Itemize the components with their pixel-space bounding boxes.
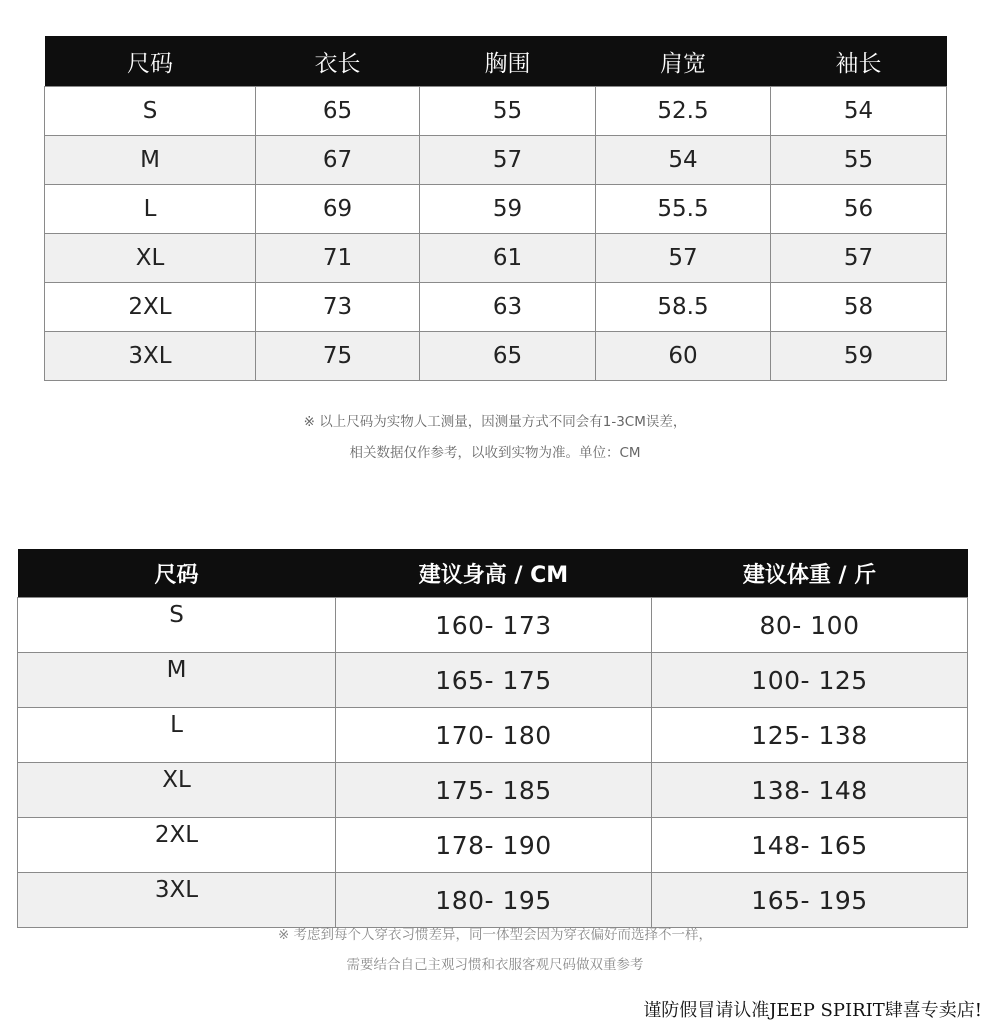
cell-sleeve: 56 (771, 185, 947, 234)
cell-size: XL (18, 763, 336, 818)
cell-shoulder: 54 (596, 136, 771, 185)
cell-length: 71 (256, 234, 420, 283)
cell-sleeve: 58 (771, 283, 947, 332)
cell-shoulder: 58.5 (596, 283, 771, 332)
cell-chest: 63 (420, 283, 596, 332)
table-row (18, 763, 968, 818)
cell-weight: 80- 100 (652, 598, 968, 653)
cell-sleeve: 54 (771, 87, 947, 136)
cell-size: M (45, 136, 256, 185)
cell-size: S (18, 598, 336, 653)
cell-shoulder: 55.5 (596, 185, 771, 234)
table-row (45, 234, 947, 283)
cell-height: 170- 180 (336, 708, 652, 763)
cell-shoulder: 52.5 (596, 87, 771, 136)
cell-size: S (45, 87, 256, 136)
cell-height: 175- 185 (336, 763, 652, 818)
header-height: 建议身高 / CM (336, 549, 652, 598)
size-recommendation-table (17, 549, 968, 928)
table-row (18, 653, 968, 708)
table-header-row (45, 36, 947, 87)
table-row (18, 598, 968, 653)
cell-size: L (45, 185, 256, 234)
header-size: 尺码 (18, 549, 336, 598)
table-row (45, 87, 947, 136)
cell-shoulder: 57 (596, 234, 771, 283)
table-row (45, 332, 947, 381)
cell-length: 69 (256, 185, 420, 234)
size-measurement-table (44, 36, 947, 381)
cell-weight: 165- 195 (652, 873, 968, 928)
table-row (45, 283, 947, 332)
header-length: 衣长 (256, 36, 420, 87)
cell-weight: 138- 148 (652, 763, 968, 818)
cell-size: XL (45, 234, 256, 283)
cell-shoulder: 60 (596, 332, 771, 381)
cell-size: M (18, 653, 336, 708)
cell-height: 180- 195 (336, 873, 652, 928)
cell-chest: 61 (420, 234, 596, 283)
table-row (45, 136, 947, 185)
header-chest: 胸围 (420, 36, 596, 87)
cell-sleeve: 59 (771, 332, 947, 381)
header-sleeve: 袖长 (771, 36, 947, 87)
cell-length: 73 (256, 283, 420, 332)
measurement-note-line2: 相关数据仅作参考，以收到实物为准。单位：CM (349, 445, 641, 461)
cell-size: 3XL (18, 873, 336, 928)
cell-chest: 55 (420, 87, 596, 136)
cell-weight: 148- 165 (652, 818, 968, 873)
store-footer-text: 谨防假冒请认准JEEP SPIRIT肆喜专卖店! (643, 1000, 982, 1021)
header-weight: 建议体重 / 斤 (652, 549, 968, 598)
cell-length: 75 (256, 332, 420, 381)
cell-chest: 59 (420, 185, 596, 234)
table-row (18, 818, 968, 873)
cell-height: 165- 175 (336, 653, 652, 708)
cell-weight: 125- 138 (652, 708, 968, 763)
table-header-row (18, 549, 968, 598)
fit-note-line1: ※ 考虑到每个人穿衣习惯差异，同一体型会因为穿衣偏好而选择不一样， (277, 927, 713, 943)
cell-weight: 100- 125 (652, 653, 968, 708)
cell-chest: 65 (420, 332, 596, 381)
cell-size: 3XL (45, 332, 256, 381)
header-shoulder: 肩宽 (596, 36, 771, 87)
table-row (45, 185, 947, 234)
measurement-note-line1: ※ 以上尺码为实物人工测量，因测量方式不同会有1-3CM误差， (303, 414, 687, 430)
cell-length: 67 (256, 136, 420, 185)
cell-sleeve: 55 (771, 136, 947, 185)
cell-size: 2XL (45, 283, 256, 332)
table-row (18, 708, 968, 763)
fit-note-line2: 需要结合自己主观习惯和衣服客观尺码做双重参考 (346, 957, 644, 973)
header-size: 尺码 (45, 36, 256, 87)
cell-height: 160- 173 (336, 598, 652, 653)
table-row (18, 873, 968, 928)
cell-height: 178- 190 (336, 818, 652, 873)
cell-sleeve: 57 (771, 234, 947, 283)
cell-size: 2XL (18, 818, 336, 873)
cell-length: 65 (256, 87, 420, 136)
cell-chest: 57 (420, 136, 596, 185)
cell-size: L (18, 708, 336, 763)
